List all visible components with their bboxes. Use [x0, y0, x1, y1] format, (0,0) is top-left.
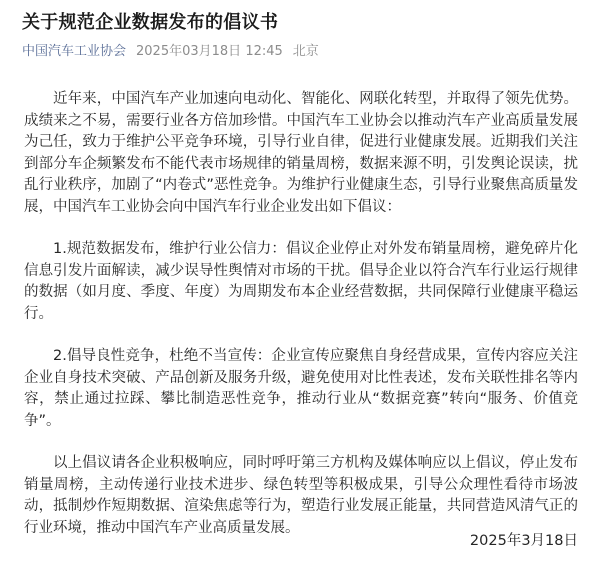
- author-link[interactable]: 中国汽车工业协会: [22, 44, 127, 59]
- paragraph-point-2: 2.倡导良性竞争，杜绝不当宣传：企业宣传应聚焦自身经营成果，宣传内容应关注企业自身技术突破、产品创新及服务升级，避免使用对比性表述，发布关联性排名等内容，禁止通过拉踩、攀比制造恶性竞争，推动行业从“数据竞赛”转向“服务、价值竞争”。: [24, 348, 578, 429]
- paragraph-point-1: 1.规范数据发布，维护行业公信力：倡议企业停止对外发布销量周榜，避免碎片化信息引发片面解读，减少误导性舆情对市场的干扰。倡导企业以符合汽车行业运行规律的数据（如月度、季度、年度）为周期发布本企业经营数据，共同保障行业健康平稳运行。: [24, 241, 578, 322]
- publish-location: 北京: [292, 44, 319, 59]
- publish-datetime: 2025年03月18日 12:45: [136, 44, 283, 59]
- paragraph-closing: 以上倡议请各企业积极响应，同时呼吁第三方机构及媒体响应以上倡议，停止发布销量周榜，主动传递行业技术进步、绿色转型等积极成果，引导公众理性看待市场波动，抵制炒作短期数据、渲染焦虑等行为，塑造行业发展正能量，共同营造风清气正的行业环境，推动中国汽车产业高质量发展。: [24, 455, 578, 536]
- signature-date: 2025年3月18日: [469, 533, 578, 549]
- paragraph-intro: 近年来，中国汽车产业加速向电动化、智能化、网联化转型，并取得了领先优势。成绩来之不易，需要行业各方倍加珍惜。中国汽车工业协会以推动汽车产业高质量发展为己任，致力于维护公平竞争环境，引导行业自律，促进行业健康发展。近期我们关注到部分车企频繁发布不能代表市场规律的销量周榜，数据来源不明，引发舆论误读，扰乱行业秩序，加剧了“内卷式”恶性竞争。为维护行业健康生态，引导行业聚焦高质量发展，中国汽车工业协会向中国汽车行业企业发出如下倡议：: [24, 91, 578, 215]
- article-title: 关于规范企业数据发布的倡议书: [22, 12, 279, 33]
- article-meta: [22, 43, 578, 61]
- article-body: [22, 89, 578, 539]
